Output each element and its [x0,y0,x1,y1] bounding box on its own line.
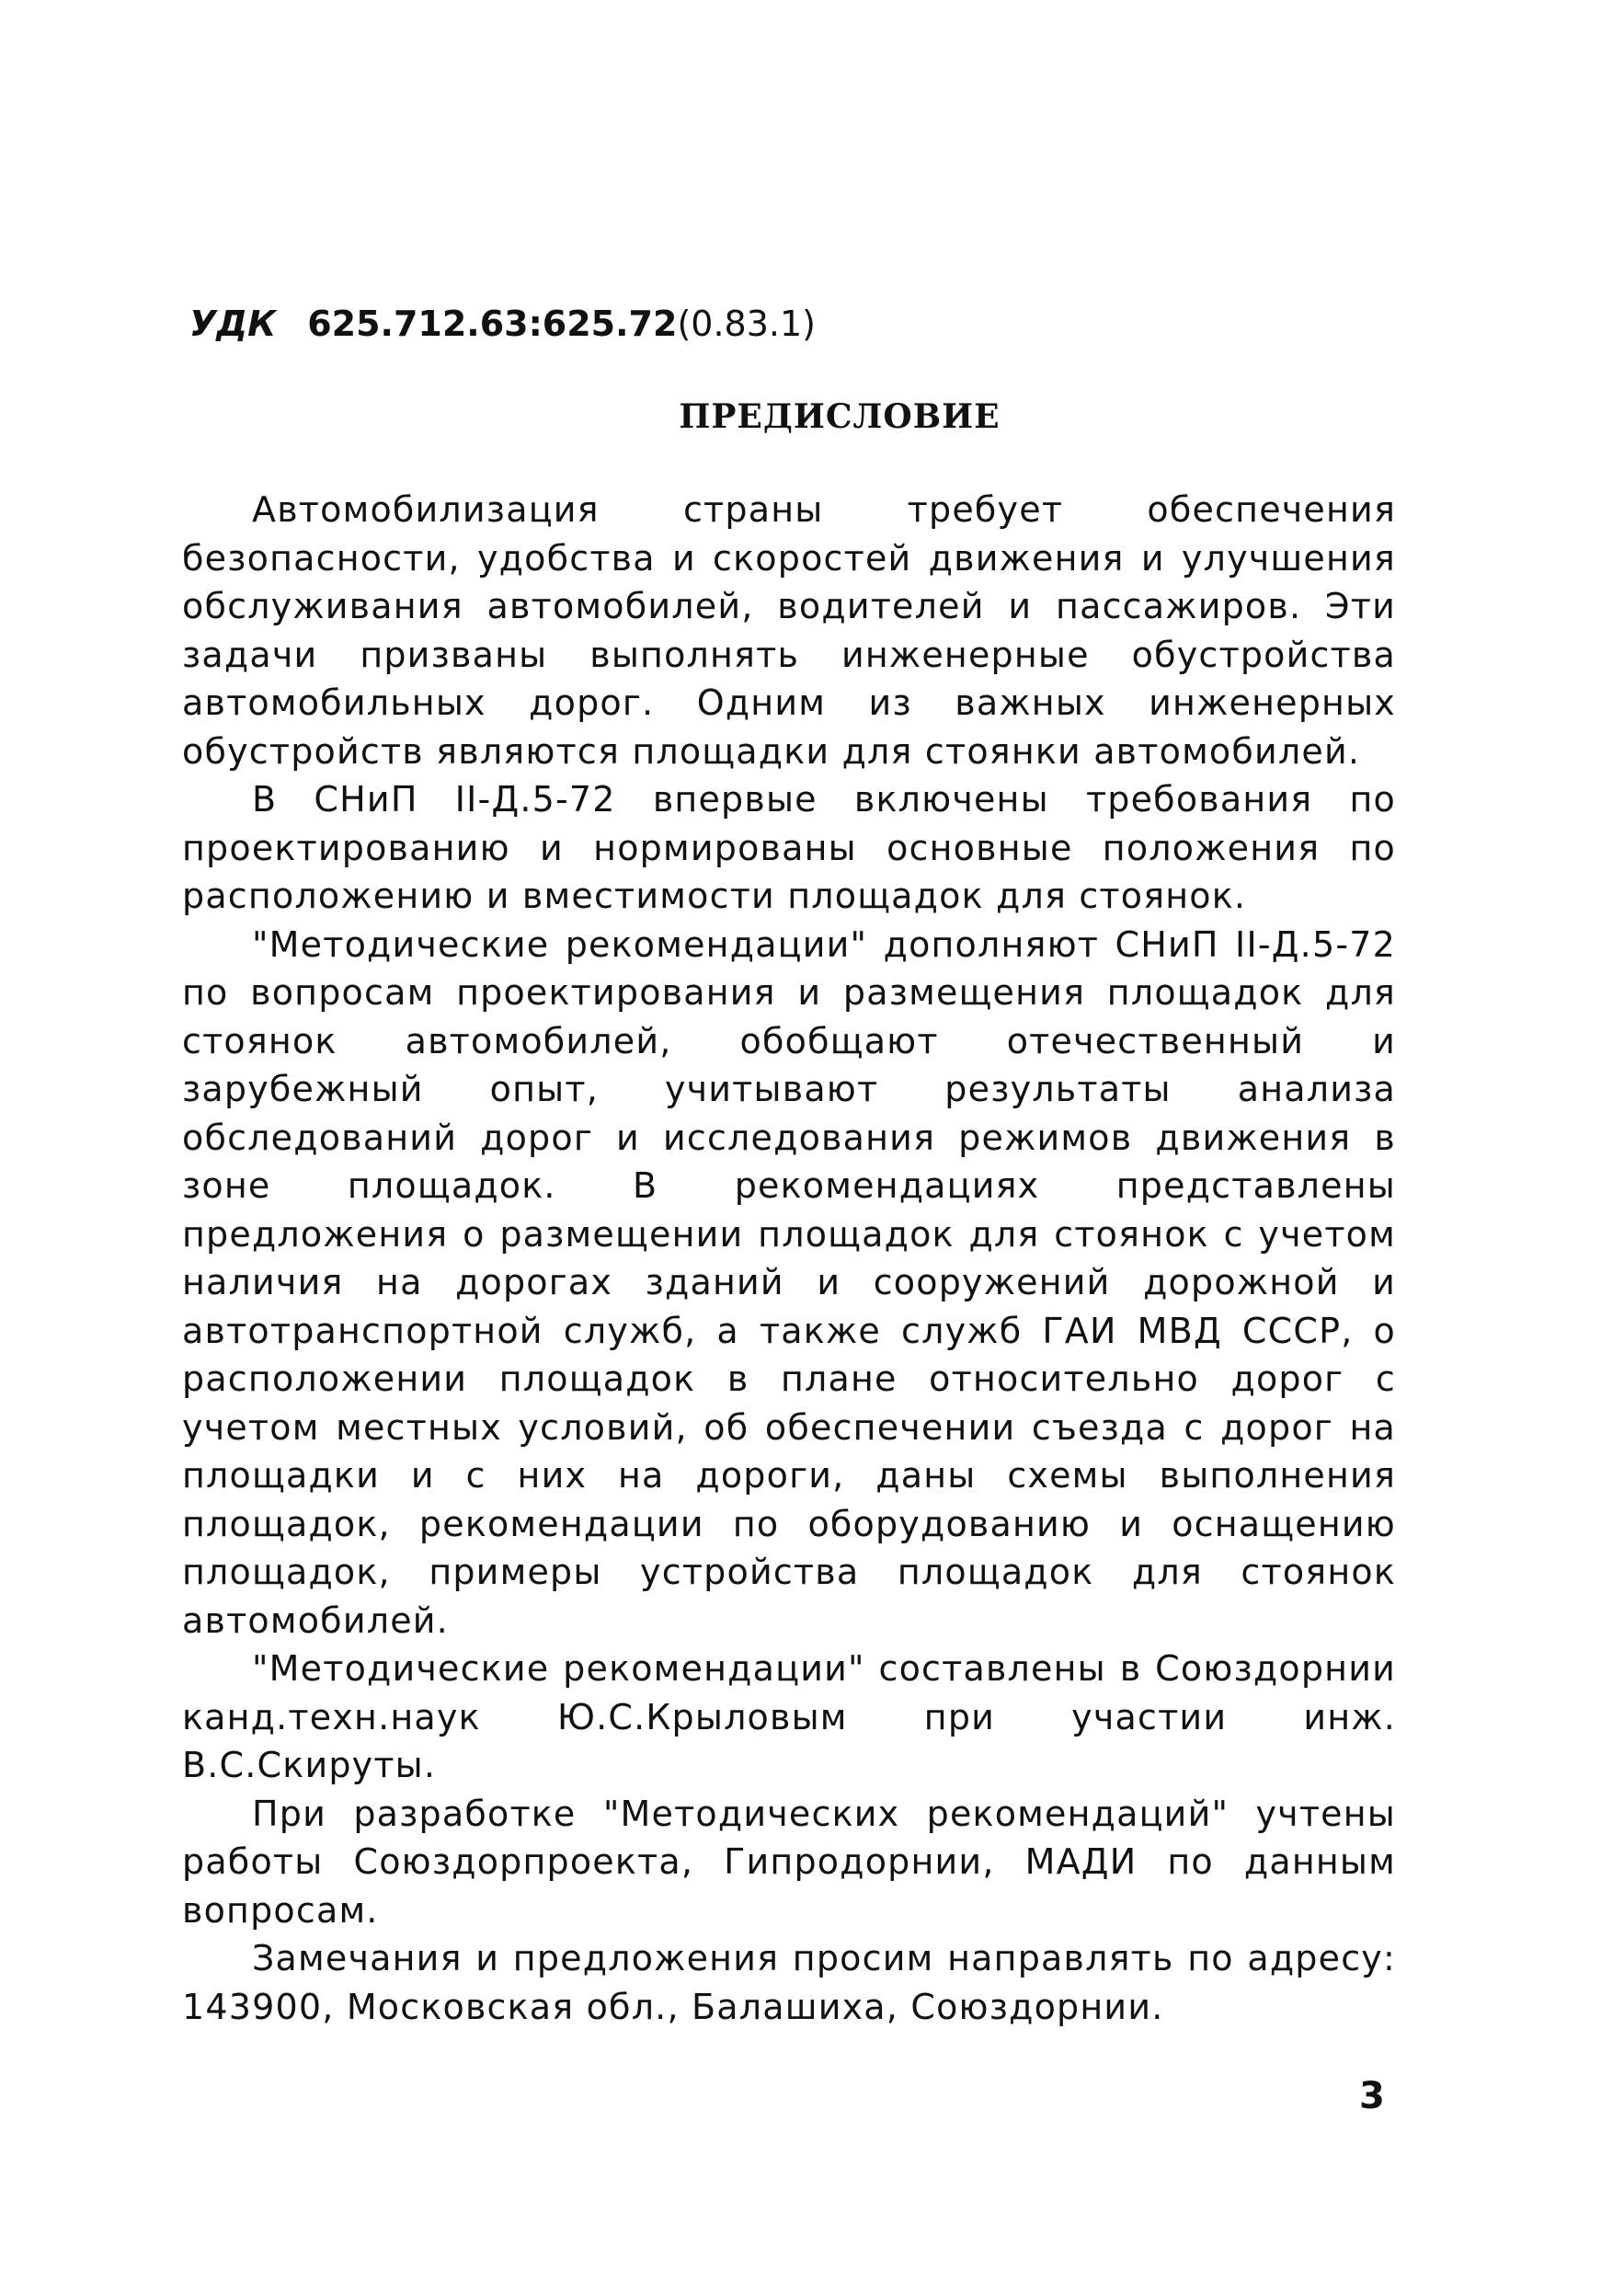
paragraph-4: "Методические рекомендации" составлены в Союздорнии канд.техн.наук Ю.С.Крыловым при участии инж. В.С.Скируты. [182,1648,1396,1785]
paragraph-1: Автомобилизация страны требует обеспечения безопасности, удобства и скоростей движения и улучшения обслуживания автомобилей, водителей и пассажиров. Эти задачи призваны выполнять инженерные обустройства автомобильных дорог. Одним из важных инженерных обустройств являются площадки для стоянки автомобилей. [182,489,1396,772]
paragraph-5: При разработке "Методических рекомендаций" учтены работы Союздорпроекта, Гипродорнии, МАДИ по данным вопросам. [182,1793,1396,1931]
udk-line [189,304,816,344]
paragraph-3: "Методические рекомендации" дополняют СНиП II-Д.5-72 по вопросам проектирования и размещения площадок для стоянок автомобилей, обобщают отечественный и зарубежный опыт, учитывают результаты анализа обследований дорог и исследования режимов движения в зоне площадок. В рекомендациях представлены предложения о размещении площадок для стоянок с учетом наличия на дорогах зданий и сооружений дорожной и автотранспортной служб, а также служб ГАИ МВД СССР, о расположении площадок в плане относительно дорог с учетом местных условий, об обеспечении съезда с дорог на площадки и с них на дороги, даны схемы выполнения площадок, рекомендации по оборудованию и оснащению площадок, примеры устройства площадок для стоянок автомобилей. [182,923,1396,1641]
preface-body [182,486,1396,2031]
udk-code-suffix: (0.83.1) [677,304,816,344]
page-number: 3 [1359,2075,1385,2117]
paragraph-2: В СНиП II-Д.5-72 впервые включены требования по проектированию и нормированы основные положения по расположению и вместимости площадок для стоянок. [182,779,1396,916]
udk-label: УДК [189,304,277,344]
paragraph-6: Замечания и предложения просим направлять по адресу: 143900, Московская обл., Балашиха, Союздорнии. [182,1938,1396,2027]
udk-code: 625.712.63:625.72 [307,304,678,344]
page-title: ПРЕДИСЛОВИЕ [679,397,1001,436]
